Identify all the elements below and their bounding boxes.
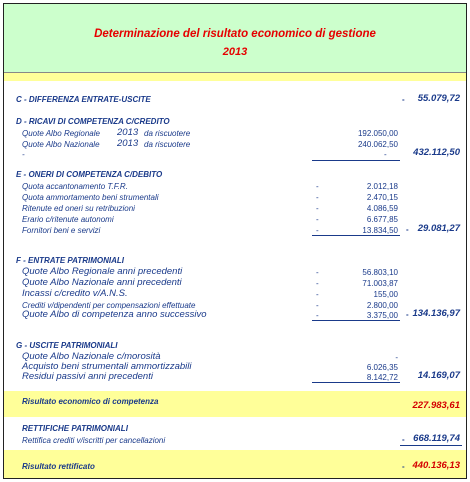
section-d-row-year: 2013 xyxy=(117,138,139,149)
section-e-row-sign: - xyxy=(316,193,319,202)
section-f-row-label: Quote Albo Regionale anni precedenti xyxy=(22,266,183,277)
section-d-row-note: da riscuotere xyxy=(144,129,191,138)
section-f-row-value: 3.375,00 xyxy=(366,311,398,320)
section-f-row-label: Incassi c/credito v/A.N.S. xyxy=(22,288,128,299)
section-d-underline xyxy=(312,160,400,161)
section-e-row-label: Erario c/ritenute autonomi xyxy=(22,215,114,224)
section-e-row-sign: - xyxy=(316,182,319,191)
section-c-total: 55.079,72 xyxy=(417,93,460,104)
section-f-label: F - ENTRATE PATRIMONIALI xyxy=(16,256,124,265)
section-f-row-sign: - xyxy=(316,301,319,310)
section-e-row-value: 13.834,50 xyxy=(362,226,398,235)
rettifiche-row-label: Rettifica crediti v/iscritti per cancellazioni xyxy=(22,436,166,445)
section-e-row-sign: - xyxy=(316,204,319,213)
rettifiche-total: 668.119,74 xyxy=(413,433,460,444)
section-f-row-value: 71.003,87 xyxy=(362,279,398,288)
section-f-row-label: Crediti v/dipendenti per compensazioni effettuate xyxy=(22,301,196,310)
section-f-row-label: Quote Albo Nazionale anni precedenti xyxy=(22,277,182,288)
section-e-row-sign: - xyxy=(316,226,319,235)
report-header xyxy=(4,4,466,73)
rettifiche-label: RETTIFICHE PATRIMONIALI xyxy=(22,424,128,433)
section-g-row-value: - xyxy=(395,353,398,362)
section-d-total: 432.112,50 xyxy=(413,147,460,158)
section-e-row-label: Fornitori beni e servizi xyxy=(22,226,101,235)
section-g-label: G - USCITE PATRIMONIALI xyxy=(16,341,118,350)
section-c-label: C - DIFFERENZA ENTRATE-USCITE xyxy=(16,95,151,104)
section-f-row-sign: - xyxy=(316,311,319,320)
section-d-row-label: Quote Albo Nazionale xyxy=(22,140,100,149)
section-e-row-sign: - xyxy=(316,215,319,224)
section-d-row-year: 2013 xyxy=(117,127,139,138)
section-f-row-value: 155,00 xyxy=(373,290,398,299)
competenza-label: Risultato economico di competenza xyxy=(22,397,159,406)
section-d-row-label: Quote Albo Regionale xyxy=(22,129,100,138)
section-g-row-value: 8.142,72 xyxy=(366,373,398,382)
section-f-row-sign: - xyxy=(316,268,319,277)
rettifiche-underline xyxy=(400,445,462,446)
rettificato-label: Risultato rettificato xyxy=(22,462,95,471)
section-c-sign: - xyxy=(402,95,405,104)
section-d-dash: - xyxy=(22,150,25,159)
section-e-row-value: 2.470,15 xyxy=(366,193,398,202)
section-f-total: 134.136,97 xyxy=(412,308,460,319)
section-f-total-sign: - xyxy=(406,310,409,319)
section-e-row-label: Quota ammortamento beni strumentali xyxy=(22,193,159,202)
report-title: Determinazione del risultato economico di gestione xyxy=(94,28,376,40)
report-year: 2013 xyxy=(222,46,248,58)
section-e-label: E - ONERI DI COMPETENZA C/DEBITO xyxy=(16,170,163,179)
report-sheet xyxy=(3,3,467,479)
section-g-row-label: Quote Albo Nazionale c/morosità xyxy=(22,351,161,362)
section-d-row-value: 240.062,50 xyxy=(357,140,398,149)
rettificato-total: 440.136,13 xyxy=(412,460,460,471)
section-e-row-label: Ritenute ed oneri su retribuzioni xyxy=(22,204,135,213)
section-e-row-value: 6.677,85 xyxy=(366,215,398,224)
section-e-total-sign: - xyxy=(406,225,409,234)
competenza-total: 227.983,61 xyxy=(412,400,460,411)
section-f-row-label: Quote Albo di competenza anno successivo xyxy=(22,309,207,320)
section-e-row-value: 4.086,59 xyxy=(366,204,398,213)
rettificato-sign: - xyxy=(402,462,405,471)
rettifiche-sign: - xyxy=(402,435,405,444)
section-e-row-label: Quota accantonamento T.F.R. xyxy=(22,182,128,191)
section-f-row-value: 2.800,00 xyxy=(366,301,398,310)
section-d-row-value: 192.050,00 xyxy=(357,129,398,138)
section-e-total: 29.081,27 xyxy=(417,223,460,234)
section-f-row-sign: - xyxy=(316,290,319,299)
section-g-row-value: 6.026,35 xyxy=(366,363,398,372)
section-e-underline xyxy=(312,235,400,236)
section-g-total: 14.169,07 xyxy=(417,370,460,381)
section-d-label: D - RICAVI DI COMPETENZA C/CREDITO xyxy=(16,117,170,126)
section-f-row-value: 56.803,10 xyxy=(362,268,398,277)
section-g-underline xyxy=(312,382,400,383)
section-f-underline xyxy=(312,320,400,321)
section-g-row-label: Acquisto beni strumentali ammortizzabili xyxy=(22,361,192,372)
section-d-dash2: - xyxy=(384,150,387,159)
section-g-row-label: Residui passivi anni precedenti xyxy=(22,371,153,382)
separator-band xyxy=(4,73,466,81)
section-e-row-value: 2.012,18 xyxy=(366,182,398,191)
section-d-row-note: da riscuotere xyxy=(144,140,191,149)
section-f-row-sign: - xyxy=(316,279,319,288)
